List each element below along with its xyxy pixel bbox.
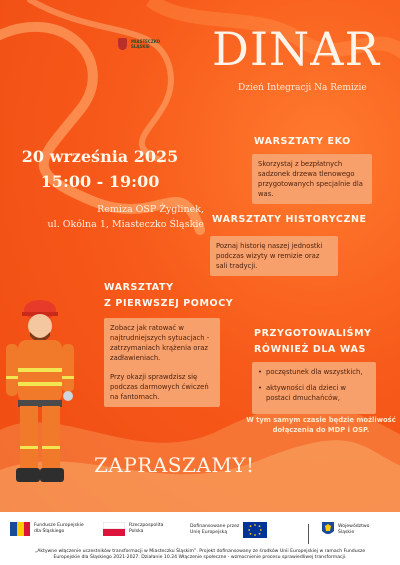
footer-divider <box>308 524 309 544</box>
town-crest-icon <box>118 38 127 50</box>
section-first-aid-text2: Przy okazji sprawdzisz się podczas darmowych ćwiczeń na fantomach. <box>110 373 209 401</box>
membership-note: W tym samym czasie będzie możliwość dołączenia do MDP i OSP. <box>246 416 396 434</box>
funding-notice <box>0 549 400 561</box>
section-prepared-box <box>252 362 376 414</box>
ue-line2: Unię Europejską <box>190 530 228 535</box>
eu-flag-icon <box>243 522 267 538</box>
firefighter-illustration <box>0 290 80 500</box>
event-date: 20 września 2025 <box>21 147 179 166</box>
funding-notice-line2: Europejskie dla Śląskiego 2021-2027. Działanie 10.24 Włączenie społeczne - wzmocnienie procesu sprawiedliwej transformacji. <box>53 555 347 560</box>
section-prepared-title <box>254 326 372 358</box>
section-first-aid-text1: Zobacz jak ratować w najtrudniejszych sytuacjach - zatrzymaniach krążenia oraz zadławieniach. <box>110 324 210 362</box>
section-first-aid-title-line1: WARSZTATY <box>104 282 174 293</box>
polish-flag-icon <box>103 522 125 536</box>
section-prepared-list <box>258 367 370 403</box>
silesia-crest-icon <box>322 522 334 537</box>
invite-text: ZAPRASZAMY! <box>94 453 255 477</box>
logo-wojewodztwo-slaskie <box>322 522 369 537</box>
fe-line2: dla Śląskiego <box>34 529 65 534</box>
list-item: • aktywności dla dzieci w postaci dmuchańców, <box>258 383 370 403</box>
fe-line1: Fundusze Europejskie <box>34 523 84 529</box>
footer <box>0 512 400 565</box>
logo-fundusze-europejskie <box>10 522 84 536</box>
section-first-aid-title-line2: Z PIERWSZEJ POMOCY <box>104 298 234 309</box>
ws-line2: Śląskie <box>338 529 355 535</box>
section-prepared-title-line1: PRZYGOTOWALIŚMY <box>254 328 372 339</box>
rp-line1: Rzeczpospolita <box>129 523 164 529</box>
town-logo <box>118 38 160 50</box>
section-eco-text: Skorzystaj z bezpłatnych sadzonek drzewa tlenowego przygotowanych specjalnie dla was. <box>258 160 363 198</box>
rp-line2: Polska <box>129 529 144 534</box>
event-place-line2: ul. Okólna 1, Miasteczko Śląskie <box>47 219 204 230</box>
section-history-text: Poznaj historię naszej jednostki podczas wizyty w remizie oraz sali tradycji. <box>216 242 323 270</box>
section-prepared-title-line2: RÓWNIEŻ DLA WAS <box>254 344 366 355</box>
section-history-box <box>210 236 338 276</box>
event-place-line1: Remiza OSP Żyglinek, <box>97 204 204 215</box>
ue-line1: Dofinansowane przez <box>190 524 240 530</box>
event-subtitle: Dzień Integracji Na Remizie <box>238 83 367 93</box>
ws-line1: Województwo <box>338 523 370 529</box>
event-title: DINAR <box>212 22 381 76</box>
logo-rzeczpospolita <box>103 522 163 536</box>
section-eco-title: WARSZTATY EKO <box>254 136 351 147</box>
section-first-aid-title <box>104 280 233 312</box>
section-first-aid-box <box>104 318 220 407</box>
town-logo-line2: ŚLĄSKIE <box>131 44 150 49</box>
section-history-title: WARSZTATY HISTORYCZNE <box>212 214 367 225</box>
logo-unia-europejska <box>190 522 267 538</box>
list-item: • poczęstunek dla wszystkich, <box>258 367 370 377</box>
fe-flag-icon <box>10 522 30 536</box>
funding-notice-line1: „Aktywne włączenie uczestników transformacji w Miasteczku Śląskim”. Projekt dofinansowany ze środków Unii Europejskiej w ramach Fundusze <box>34 549 366 554</box>
event-time: 15:00 - 19:00 <box>40 172 160 191</box>
section-eco-box <box>252 154 372 204</box>
town-logo-line1: MIASTECZKO <box>131 39 161 44</box>
